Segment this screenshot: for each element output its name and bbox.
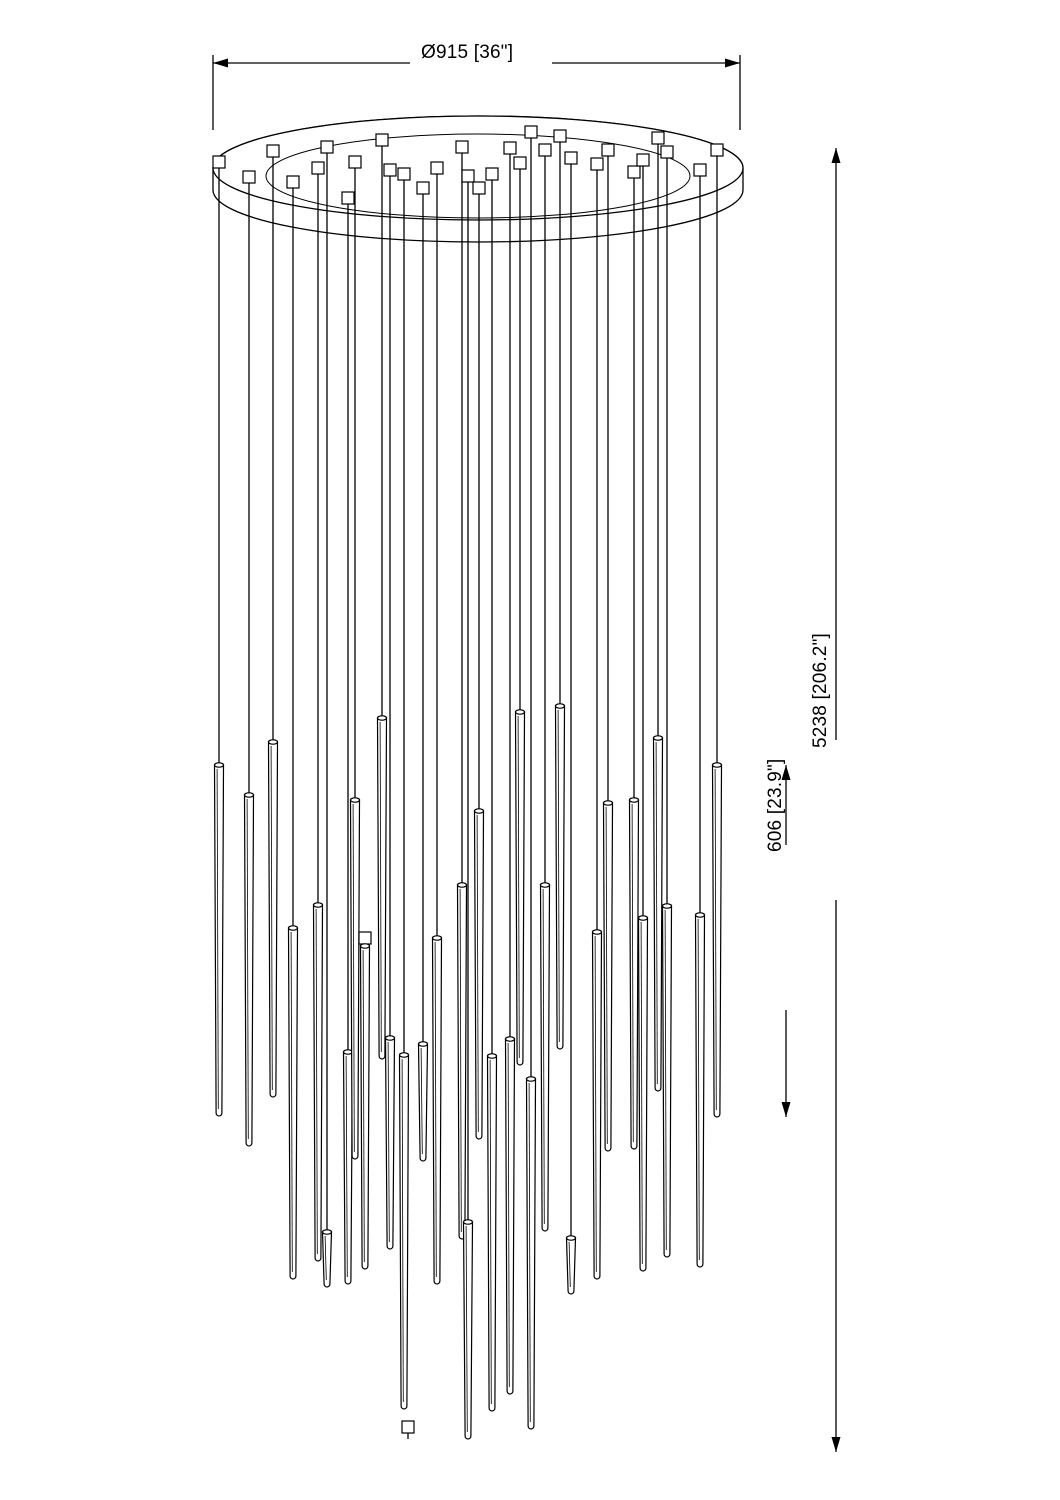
pendant-tube-cap [516, 710, 525, 714]
pendant-tube [639, 918, 648, 1271]
pendant-33 [711, 144, 723, 1117]
pendant-tube [527, 1079, 536, 1429]
pendant-20 [504, 142, 516, 1394]
pendant-tube [541, 885, 550, 1231]
pendant-mount-block [321, 141, 333, 153]
pendant-tube [344, 1052, 353, 1284]
pendant-31 [661, 146, 673, 1257]
pendant-mount-block [637, 154, 649, 166]
pendant-tube [323, 1232, 332, 1287]
pendant-mount-block [417, 182, 429, 194]
pendant-mount-block [554, 130, 566, 142]
pendant-tube [654, 738, 663, 1091]
pendant-10 [376, 134, 388, 1059]
pendant-group [213, 126, 723, 1439]
pendant-tube [433, 938, 442, 1284]
pendant-32 [694, 164, 706, 1267]
pendant-mount-block [431, 162, 443, 174]
pendant-3 [267, 145, 279, 1097]
pendant-mount-block [628, 166, 640, 178]
pendant-tube-cap [361, 944, 370, 948]
pendant-tube [351, 800, 360, 1159]
pendant-tube [464, 1222, 473, 1439]
pendant-tube [386, 1038, 395, 1249]
pendant-tube-cap [604, 801, 613, 805]
pendant-tube-cap [567, 1236, 576, 1240]
pendant-13 [402, 1421, 414, 1439]
pendant-tube-cap [378, 716, 387, 720]
pendant-mount-block [539, 144, 551, 156]
pendant-tube-cap [506, 1037, 515, 1041]
pendant-14 [417, 182, 429, 1161]
pendant-6 [321, 141, 333, 1287]
pendant-24 [554, 130, 566, 1049]
pendant-tube-cap [323, 1230, 332, 1234]
pendant-tube [400, 1055, 409, 1409]
dimension-label-diameter: Ø915 [36"] [421, 42, 514, 63]
pendant-9 [359, 932, 371, 1269]
pendant-4 [287, 176, 299, 1279]
pendant-19 [486, 168, 498, 1411]
pendant-26 [591, 158, 603, 1279]
pendant-tube [269, 742, 278, 1097]
pendant-21 [514, 157, 526, 1065]
dimension-label-total-height: 5238 [206.2"] [810, 633, 831, 748]
pendant-tube-cap [696, 913, 705, 917]
pendant-mount-block [243, 171, 255, 183]
pendant-tube-cap [433, 936, 442, 940]
pendant-tube [556, 706, 565, 1049]
pendant-mount-block [565, 152, 577, 164]
pendant-mount-block [342, 192, 354, 204]
pendant-mount-block [398, 168, 410, 180]
pendant-tube-cap [488, 1054, 497, 1058]
pendant-tube [630, 800, 639, 1149]
pendant-tube-cap [527, 1077, 536, 1081]
pendant-tube [378, 718, 387, 1059]
pendant-tube-cap [475, 809, 484, 813]
pendant-tube [516, 712, 525, 1065]
pendant-16 [456, 141, 468, 1239]
pendant-mount-block [456, 141, 468, 153]
pendant-tube [361, 946, 370, 1269]
pendant-tube-cap [713, 763, 722, 767]
pendant-tube [419, 1044, 428, 1161]
pendant-mount-block [349, 156, 361, 168]
pendant-tube-cap [458, 883, 467, 887]
pendant-15 [431, 162, 443, 1284]
pendant-tube-cap [663, 904, 672, 908]
pendant-mount-block [504, 142, 516, 154]
pendant-tube-cap [419, 1042, 428, 1046]
pendant-tube-cap [654, 736, 663, 740]
pendant-mount-block [711, 144, 723, 156]
pendant-25 [565, 152, 577, 1294]
pendant-mount-block [402, 1421, 414, 1433]
pendant-tube-cap [269, 740, 278, 744]
pendant-mount-block [462, 170, 474, 182]
pendant-mount-block [267, 145, 279, 157]
pendant-29 [637, 154, 649, 1271]
pendant-2 [243, 171, 255, 1146]
pendant-tube [215, 765, 224, 1116]
pendant-tube-cap [245, 793, 254, 797]
pendant-tube-cap [630, 798, 639, 802]
pendant-tube [696, 915, 705, 1267]
pendant-27 [602, 144, 614, 1151]
pendant-1 [213, 156, 225, 1116]
pendant-mount-block [486, 168, 498, 180]
pendant-23 [539, 144, 551, 1231]
pendant-mount-block [591, 158, 603, 170]
pendant-mount-block [602, 144, 614, 156]
pendant-tube-cap [593, 930, 602, 934]
pendant-tube [475, 811, 484, 1139]
pendant-tube-cap [351, 798, 360, 802]
pendant-18 [473, 182, 485, 1139]
pendant-mount-block [376, 134, 388, 146]
pendant-5 [312, 162, 324, 1261]
pendant-tube [663, 906, 672, 1257]
pendant-tube-cap [386, 1036, 395, 1040]
pendant-tube [314, 905, 323, 1261]
pendant-tube-cap [215, 763, 224, 767]
pendant-tube-cap [400, 1053, 409, 1057]
pendant-tube-cap [556, 704, 565, 708]
pendant-tube [567, 1238, 576, 1294]
pendant-mount-block [514, 157, 526, 169]
pendant-mount-block [652, 132, 664, 144]
pendant-11 [384, 164, 396, 1249]
pendant-8 [349, 156, 361, 1159]
pendant-mount-block [384, 164, 396, 176]
pendant-mount-block [312, 162, 324, 174]
pendant-tube-cap [314, 903, 323, 907]
pendant-mount-block [213, 156, 225, 168]
pendant-tube [245, 795, 254, 1146]
pendant-tube [604, 803, 613, 1151]
pendant-17 [462, 170, 474, 1439]
pendant-tube-cap [541, 883, 550, 887]
pendant-tube [458, 885, 467, 1239]
pendant-mount-block [359, 932, 371, 944]
pendant-mount-block [473, 182, 485, 194]
pendant-12 [398, 168, 410, 1409]
pendant-mount-block [694, 164, 706, 176]
pendant-mount-block [287, 176, 299, 188]
pendant-mount-block [661, 146, 673, 158]
pendant-tube [506, 1039, 515, 1394]
pendant-tube [713, 765, 722, 1117]
pendant-mount-block [525, 126, 537, 138]
dimension-label-pendant-length: 606 [23.9"] [765, 758, 786, 852]
pendant-28 [628, 166, 640, 1149]
pendant-tube-cap [289, 926, 298, 930]
pendant-tube [289, 928, 298, 1279]
pendant-tube-cap [464, 1220, 473, 1224]
pendant-tube [593, 932, 602, 1279]
pendant-tube [488, 1056, 497, 1411]
pendant-tube-cap [639, 916, 648, 920]
pendant-22 [525, 126, 537, 1429]
